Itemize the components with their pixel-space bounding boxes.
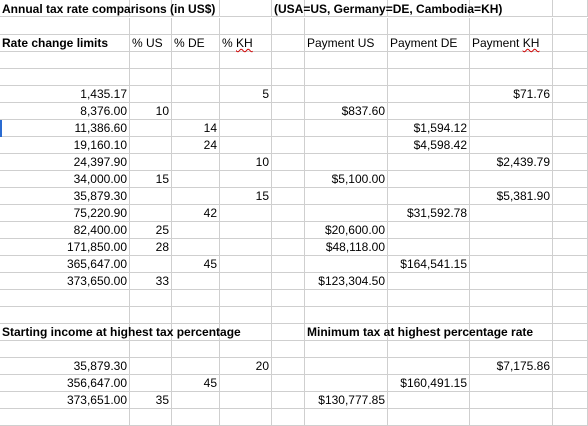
grid-cell[interactable] (272, 256, 305, 273)
grid-cell[interactable] (272, 35, 305, 52)
payment-us-value: $48,118.00 (325, 240, 385, 254)
min-tax-kh-value (470, 392, 550, 409)
pct-kh-value: 15 (255, 189, 269, 203)
grid-cell[interactable] (553, 35, 588, 52)
highest-limit-value: 35,879.30 (73, 359, 127, 373)
limit-value: 19,160.10 (73, 138, 127, 152)
grid-cell[interactable] (272, 290, 305, 307)
grid-cell[interactable] (553, 120, 588, 137)
grid-cell[interactable] (470, 409, 553, 426)
pct-de-value (172, 86, 217, 103)
pct-de-value: 42 (203, 206, 217, 220)
pct-de-value (172, 239, 217, 256)
header-pct-kh (222, 35, 253, 52)
grid-cell[interactable] (272, 205, 305, 222)
grid-cell[interactable] (553, 358, 588, 375)
pct-us-value: 10 (155, 104, 169, 118)
pct-us-value (130, 120, 169, 137)
grid-cell[interactable] (553, 69, 588, 86)
payment-kh-value (470, 171, 550, 188)
grid-cell[interactable] (305, 52, 388, 69)
grid-cell[interactable] (305, 290, 388, 307)
payment-kh-value: $5,381.90 (496, 189, 550, 203)
min-tax-kh-value: $7,175.86 (496, 359, 550, 373)
grid-cell[interactable] (130, 307, 172, 324)
grid-cell[interactable] (220, 307, 272, 324)
grid-cell[interactable] (553, 52, 588, 69)
pct-kh-value (220, 205, 269, 222)
grid-cell[interactable] (172, 290, 220, 307)
min-tax-de-value (388, 392, 467, 409)
payment-de-value (388, 86, 467, 103)
header-pct-de: % DE (174, 36, 205, 50)
highest-pct-us-value (130, 375, 169, 392)
pct-kh-value (220, 103, 269, 120)
grid-cell[interactable] (388, 307, 470, 324)
payment-kh-value (470, 273, 550, 290)
grid-cell[interactable] (272, 86, 305, 103)
grid-cell[interactable] (220, 0, 272, 17)
payment-us-value (305, 154, 385, 171)
payment-kh-value (470, 205, 550, 222)
payment-us-value: $20,600.00 (324, 223, 385, 237)
grid-cell[interactable] (553, 409, 588, 426)
grid-cell[interactable] (220, 18, 272, 35)
grid-cell[interactable] (553, 273, 588, 290)
pct-de-value: 14 (203, 121, 217, 135)
active-row-marker (0, 120, 2, 137)
grid-cell[interactable] (272, 273, 305, 290)
grid-cell[interactable] (553, 188, 588, 205)
limit-value: 82,400.00 (73, 223, 127, 237)
grid-cell[interactable] (553, 18, 588, 35)
grid-cell[interactable] (0, 69, 130, 86)
pct-us-value (130, 188, 169, 205)
payment-us-value (305, 137, 385, 154)
payment-de-value: $1,594.12 (413, 121, 467, 135)
grid-cell[interactable] (130, 341, 172, 358)
grid-cell[interactable] (172, 341, 220, 358)
pct-kh-value (220, 256, 269, 273)
limit-value: 75,220.90 (73, 206, 127, 220)
pct-kh-value: 10 (255, 155, 269, 169)
grid-cell[interactable] (272, 222, 305, 239)
grid-cell[interactable] (388, 52, 470, 69)
section2-right-title: Minimum tax at highest percentage rate (307, 325, 534, 339)
limit-value: 34,000.00 (73, 172, 127, 186)
grid-cell[interactable] (0, 290, 130, 307)
payment-de-value (388, 188, 467, 205)
payment-de-value (388, 222, 467, 239)
grid-cell[interactable] (553, 171, 588, 188)
grid-cell[interactable] (220, 341, 272, 358)
header-payment-us: Payment US (307, 36, 375, 50)
pct-kh-value (220, 222, 269, 239)
limit-value: 24,397.90 (73, 155, 127, 169)
grid-cell[interactable] (388, 290, 470, 307)
payment-kh-value (470, 137, 550, 154)
highest-pct-de-value (172, 358, 217, 375)
grid-cell[interactable] (0, 341, 130, 358)
header-pct-kh-prefix: % (222, 36, 237, 50)
grid-cell[interactable] (172, 52, 220, 69)
pct-us-value (130, 205, 169, 222)
payment-kh-value (470, 103, 550, 120)
pct-de-value: 45 (203, 257, 217, 271)
grid-cell[interactable] (553, 222, 588, 239)
payment-kh-value (470, 239, 550, 256)
payment-us-value: $123,304.50 (318, 274, 385, 288)
sheet-title: Annual tax rate comparisons (in US$) (2, 2, 216, 16)
grid-cell[interactable] (305, 341, 388, 358)
pct-de-value (172, 103, 217, 120)
highest-pct-kh-value (220, 392, 269, 409)
payment-kh-value (470, 222, 550, 239)
grid-cell[interactable] (0, 18, 130, 35)
header-rate-change-limits: Rate change limits (2, 36, 109, 50)
grid-cell[interactable] (272, 358, 305, 375)
grid-cell[interactable] (0, 409, 130, 426)
grid-cell[interactable] (470, 52, 553, 69)
grid-cell[interactable] (130, 18, 172, 35)
payment-de-value (388, 154, 467, 171)
payment-kh-value: $71.76 (513, 87, 550, 101)
pct-kh-value (220, 239, 269, 256)
pct-de-value (172, 273, 217, 290)
grid-cell[interactable] (553, 375, 588, 392)
grid-cell[interactable] (172, 18, 220, 35)
payment-kh-value: $2,439.79 (496, 155, 550, 169)
grid-cell[interactable] (272, 324, 305, 341)
grid-cell[interactable] (0, 307, 130, 324)
grid-cell[interactable] (305, 18, 388, 35)
highest-limit-value: 356,647.00 (66, 376, 127, 390)
grid-cell[interactable] (272, 341, 305, 358)
grid-cell[interactable] (553, 137, 588, 154)
highest-pct-us-value (130, 358, 169, 375)
grid-cell[interactable] (130, 69, 172, 86)
grid-cell[interactable] (0, 52, 130, 69)
highest-limit-value: 373,651.00 (66, 393, 127, 407)
grid-cell[interactable] (470, 307, 553, 324)
grid-cell[interactable] (305, 307, 388, 324)
grid-cell[interactable] (220, 69, 272, 86)
min-tax-de-value: $160,491.15 (400, 376, 467, 390)
grid-cell[interactable] (388, 409, 470, 426)
grid-cell[interactable] (130, 52, 172, 69)
limit-value: 35,879.30 (73, 189, 127, 203)
grid-cell[interactable] (553, 239, 588, 256)
header-kh-spell-flag: KH (236, 36, 253, 50)
payment-kh-value (470, 256, 550, 273)
grid-cell[interactable] (553, 341, 588, 358)
header-payment-de: Payment DE (390, 36, 458, 50)
limit-value: 171,850.00 (66, 240, 127, 254)
grid-cell[interactable] (272, 120, 305, 137)
pct-kh-value: 5 (262, 87, 269, 101)
payment-us-value (305, 205, 385, 222)
grid-cell[interactable] (553, 103, 588, 120)
min-tax-kh-value (470, 375, 550, 392)
grid-cell[interactable] (553, 307, 588, 324)
grid-cell[interactable] (553, 290, 588, 307)
payment-de-value: $4,598.42 (413, 138, 467, 152)
pct-de-value (172, 222, 217, 239)
limit-value: 11,386.60 (74, 121, 127, 135)
grid-cell[interactable] (388, 69, 470, 86)
payment-de-value (388, 171, 467, 188)
grid-cell[interactable] (305, 409, 388, 426)
payment-kh-value (470, 120, 550, 137)
grid-cell[interactable] (388, 18, 470, 35)
payment-us-value (305, 256, 385, 273)
grid-cell[interactable] (272, 307, 305, 324)
pct-us-value: 28 (155, 240, 169, 254)
grid-cell[interactable] (220, 290, 272, 307)
grid-cell[interactable] (553, 0, 588, 17)
highest-pct-us-value: 35 (155, 393, 169, 407)
limit-value: 373,650.00 (66, 274, 127, 288)
grid-cell[interactable] (272, 375, 305, 392)
pct-us-value: 25 (155, 223, 169, 237)
pct-us-value (130, 154, 169, 171)
grid-cell[interactable] (272, 239, 305, 256)
min-tax-us-value (305, 375, 385, 392)
pct-kh-value (220, 273, 269, 290)
limit-value: 1,435.17 (80, 87, 127, 101)
min-tax-de-value (388, 358, 467, 375)
grid-cell[interactable] (172, 409, 220, 426)
grid-cell[interactable] (272, 154, 305, 171)
pct-us-value (130, 86, 169, 103)
payment-us-value: $5,100.00 (331, 172, 385, 186)
grid-cell[interactable] (553, 256, 588, 273)
pct-de-value: 24 (203, 138, 217, 152)
payment-de-value: $31,592.78 (406, 206, 467, 220)
grid-cell[interactable] (220, 409, 272, 426)
grid-cell[interactable] (272, 137, 305, 154)
grid-cell[interactable] (470, 69, 553, 86)
grid-cell[interactable] (172, 69, 220, 86)
payment-de-value (388, 103, 467, 120)
pct-kh-value (220, 137, 269, 154)
grid-cell[interactable] (553, 86, 588, 103)
grid-cell[interactable] (470, 341, 553, 358)
grid-cell[interactable] (272, 392, 305, 409)
payment-us-value: $837.60 (341, 104, 385, 118)
grid-cell[interactable] (553, 324, 588, 341)
pct-de-value (172, 188, 217, 205)
header-pct-us: % US (132, 36, 163, 50)
grid-cell[interactable] (553, 392, 588, 409)
payment-us-value (305, 120, 385, 137)
grid-cell[interactable] (553, 205, 588, 222)
highest-pct-kh-value (220, 375, 269, 392)
pct-us-value (130, 137, 169, 154)
grid-cell[interactable] (172, 307, 220, 324)
pct-us-value: 15 (155, 172, 169, 186)
grid-cell[interactable] (470, 290, 553, 307)
pct-kh-value (220, 120, 269, 137)
highest-pct-de-value: 45 (203, 376, 217, 390)
highest-pct-de-value (172, 392, 217, 409)
payment-de-value: $164,541.15 (400, 257, 467, 271)
payment-us-value (305, 86, 385, 103)
grid-cell[interactable] (130, 409, 172, 426)
grid-cell[interactable] (272, 103, 305, 120)
header-payment-kh-spell-flag: KH (522, 36, 540, 50)
pct-us-value (130, 256, 169, 273)
country-legend: (USA=US, Germany=DE, Cambodia=KH) (274, 2, 503, 16)
highest-pct-kh-value: 20 (255, 359, 269, 373)
grid-cell[interactable] (388, 341, 470, 358)
limit-value: 365,647.00 (66, 257, 127, 271)
grid-cell[interactable] (272, 18, 305, 35)
grid-cell[interactable] (272, 188, 305, 205)
section2-left-title: Starting income at highest tax percentage (2, 325, 241, 339)
grid-cell[interactable] (272, 409, 305, 426)
payment-de-value (388, 239, 467, 256)
grid-cell[interactable] (553, 154, 588, 171)
limit-value: 8,376.00 (80, 104, 127, 118)
min-tax-us-value: $130,777.85 (318, 393, 385, 407)
payment-us-value (305, 188, 385, 205)
grid-cell[interactable] (272, 69, 305, 86)
grid-cell[interactable] (272, 171, 305, 188)
grid-cell[interactable] (272, 52, 305, 69)
pct-de-value (172, 171, 217, 188)
grid-cell[interactable] (130, 290, 172, 307)
pct-us-value: 33 (155, 274, 169, 288)
grid-cell[interactable] (470, 18, 553, 35)
header-payment-kh-prefix: Payment (472, 36, 523, 50)
header-payment-kh (472, 35, 539, 52)
pct-de-value (172, 154, 217, 171)
grid-cell[interactable] (305, 69, 388, 86)
pct-kh-value (220, 171, 269, 188)
grid-cell[interactable] (220, 52, 272, 69)
min-tax-us-value (305, 358, 385, 375)
payment-de-value (388, 273, 467, 290)
